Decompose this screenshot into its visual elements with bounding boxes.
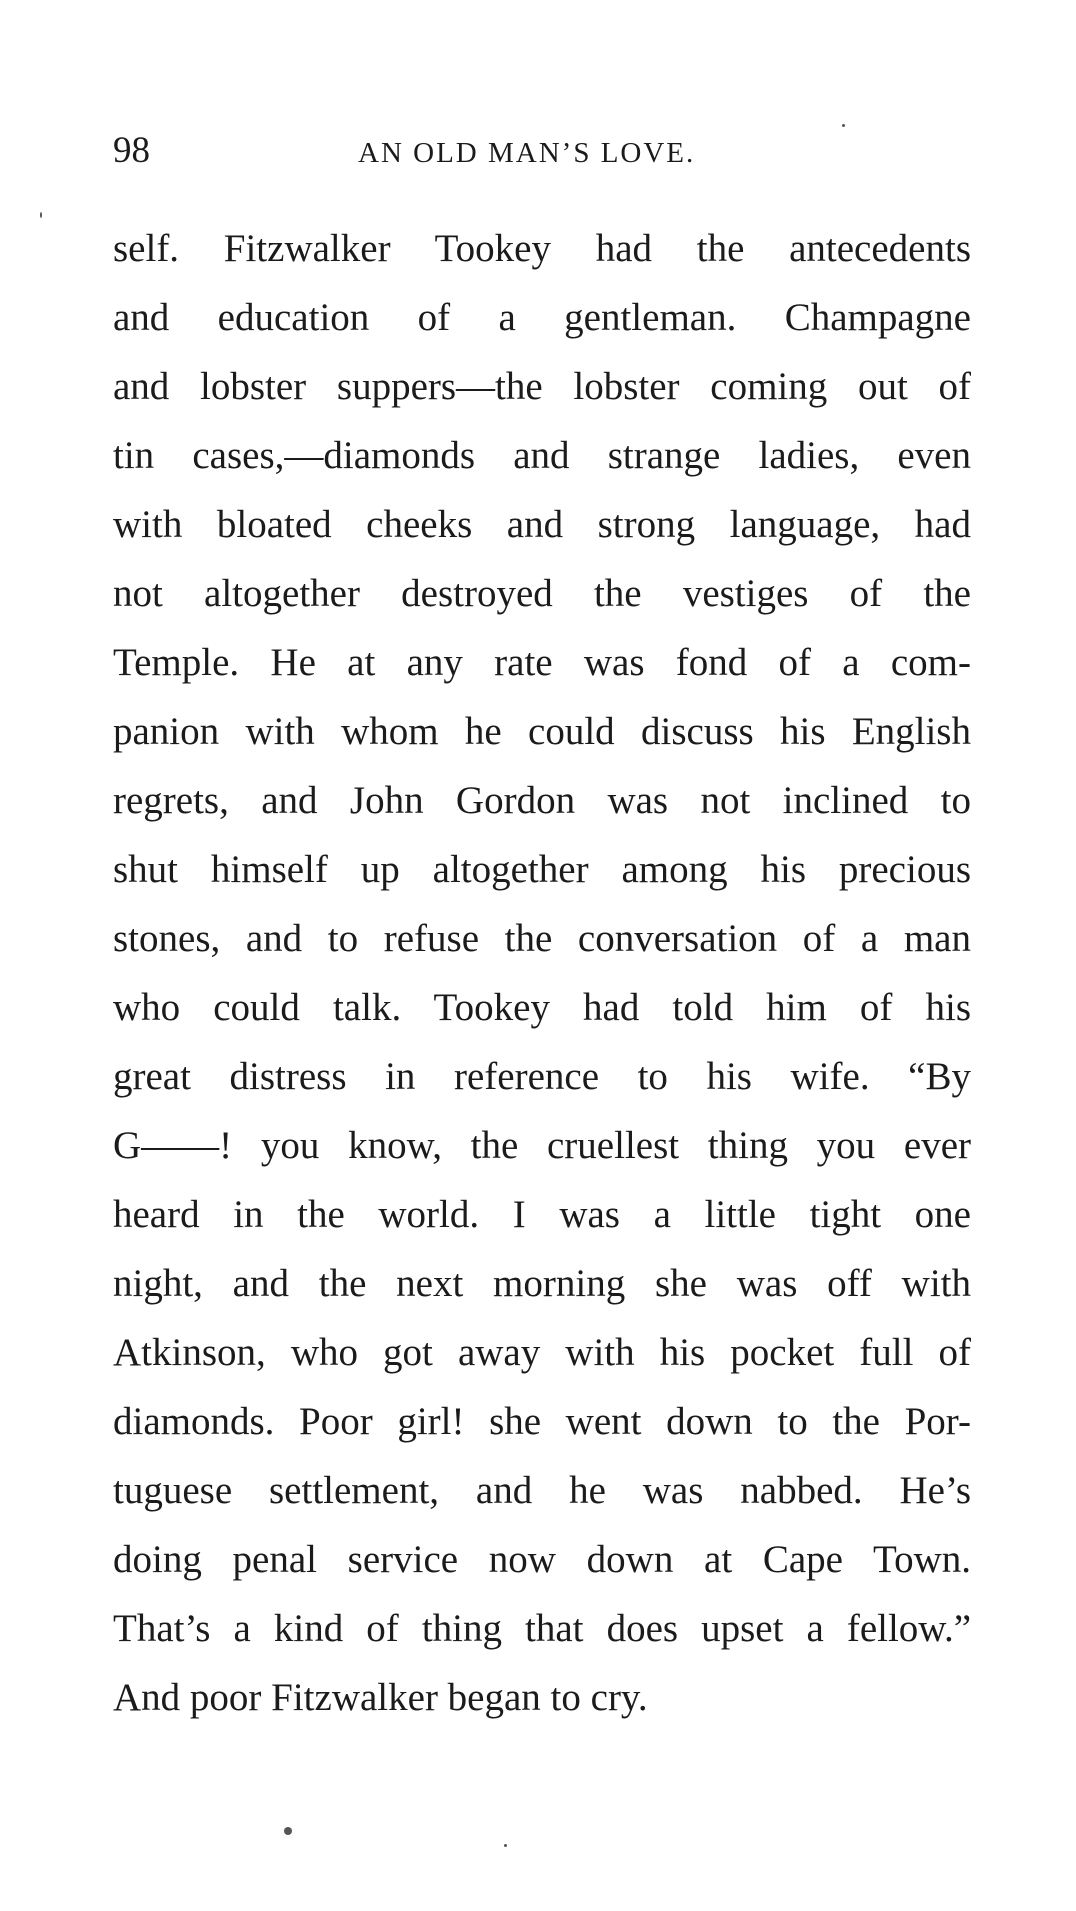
text-line: diamonds. Poor girl! she went down to the Por-: [113, 1400, 971, 1443]
body-text: [113, 214, 971, 1732]
text-line: heard in the world. I was a little tight one: [113, 1193, 971, 1236]
text-line: doing penal service now down at Cape Town.: [113, 1538, 971, 1581]
scan-speck: [504, 1844, 507, 1847]
text-line: with bloated cheeks and strong language, had: [113, 503, 971, 546]
page-header: [113, 126, 973, 176]
scan-speck: [284, 1827, 292, 1835]
text-line: G——! you know, the cruellest thing you ever: [113, 1124, 971, 1167]
text-line: and education of a gentleman. Champagne: [113, 296, 971, 339]
text-line: panion with whom he could discuss his English: [113, 710, 971, 753]
scan-speck: [40, 212, 42, 218]
text-line: and lobster suppers—the lobster coming out of: [113, 365, 971, 408]
text-line: great distress in reference to his wife. “By: [113, 1055, 971, 1098]
text-line: Temple. He at any rate was fond of a com-: [113, 641, 971, 684]
text-line: stones, and to refuse the conversation of a man: [113, 917, 971, 960]
scan-speck: [842, 124, 845, 127]
running-title: AN OLD MAN’S LOVE.: [358, 137, 696, 169]
text-line: tin cases,—diamonds and strange ladies, even: [113, 434, 971, 477]
text-line: shut himself up altogether among his precious: [113, 848, 971, 891]
text-line: tuguese settlement, and he was nabbed. He’s: [113, 1469, 971, 1512]
text-line: And poor Fitzwalker began to cry.: [113, 1676, 648, 1719]
text-line: Atkinson, who got away with his pocket full of: [113, 1331, 971, 1374]
text-line: self. Fitzwalker Tookey had the antecedents: [113, 227, 971, 270]
text-line: not altogether destroyed the vestiges of the: [113, 572, 971, 615]
text-line: That’s a kind of thing that does upset a fellow.”: [113, 1607, 971, 1650]
text-line: regrets, and John Gordon was not inclined to: [113, 779, 971, 822]
text-line: who could talk. Tookey had told him of his: [113, 986, 971, 1029]
text-line: night, and the next morning she was off with: [113, 1262, 971, 1305]
page-number: 98: [113, 130, 150, 171]
